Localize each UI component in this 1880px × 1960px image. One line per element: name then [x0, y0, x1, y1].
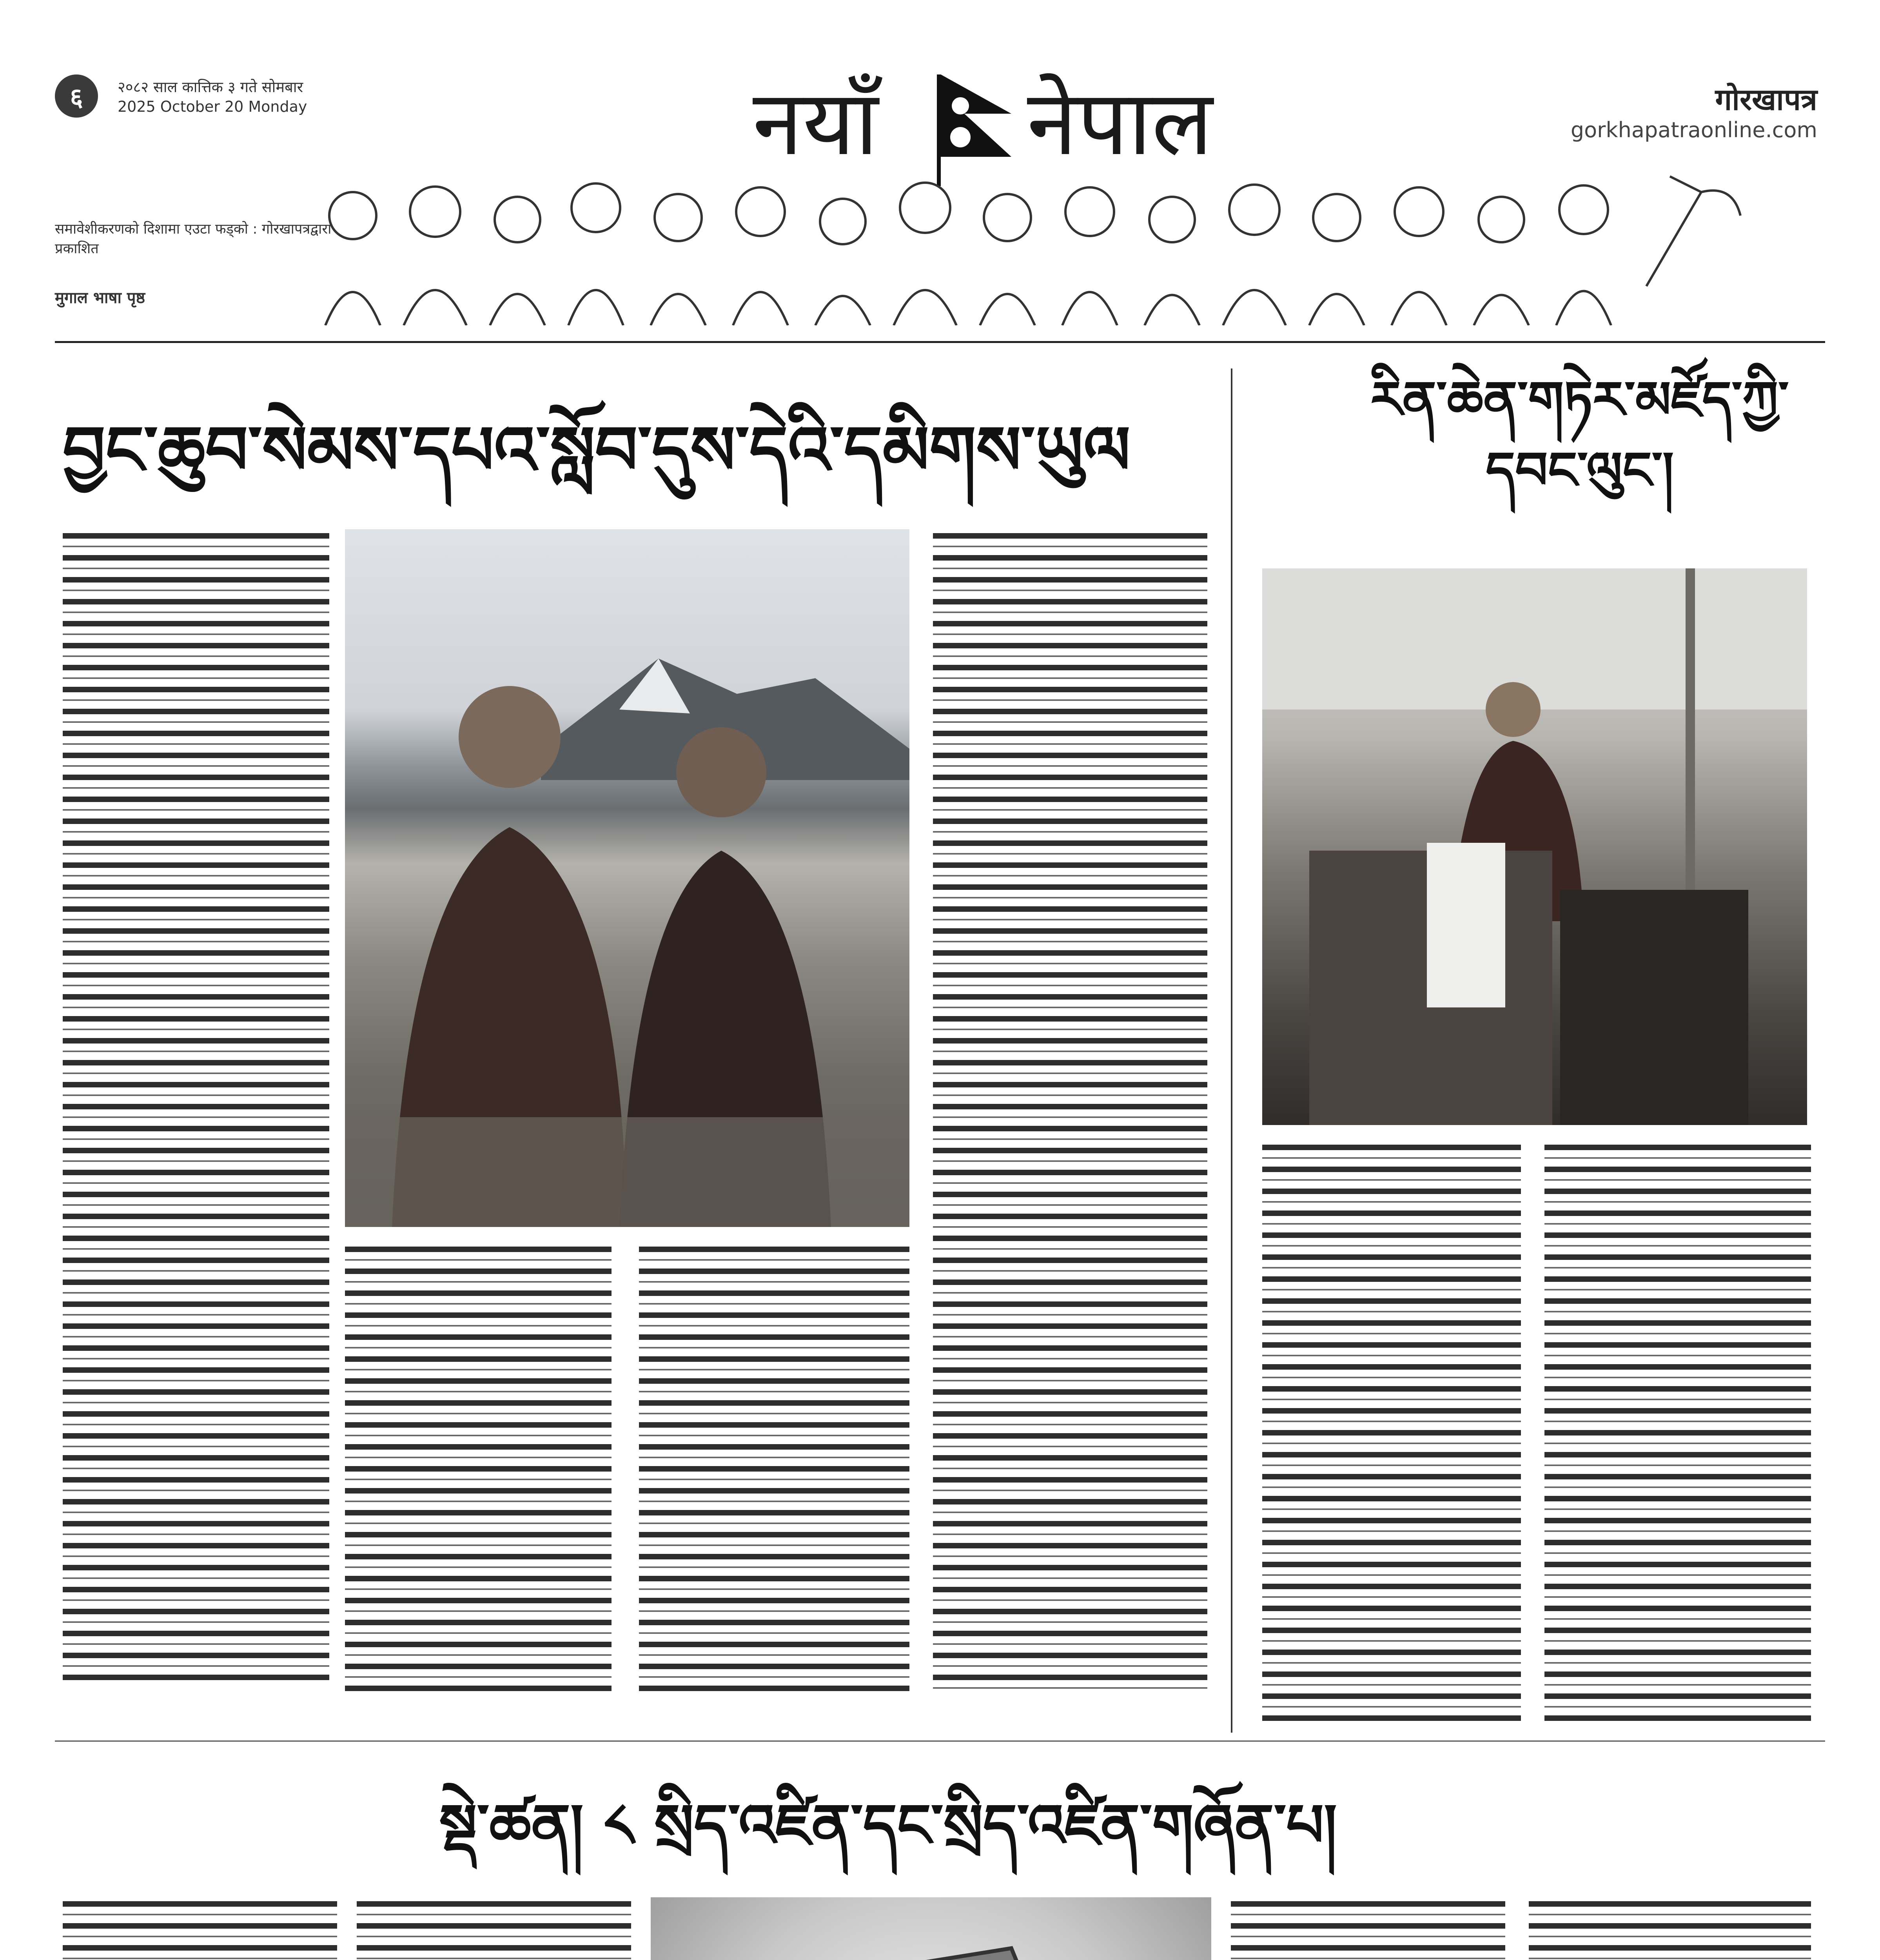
side-headline: རིན་ཆེན་གཏེར་མཛོད་ཀྱི་དབང་ལུང་།	[1370, 370, 1789, 500]
column-divider	[1231, 368, 1232, 1733]
article-column	[63, 533, 329, 1686]
article-column	[357, 1901, 631, 1960]
section-divider	[55, 1740, 1825, 1742]
photo-lama-teaching	[1262, 568, 1807, 1125]
page-number: ६	[70, 83, 83, 112]
tagline: समावेशीकरणको दिशामा एउटा फड्को : गोरखापत्रद्वारा प्रकाशित	[55, 221, 332, 257]
article-column	[1529, 1901, 1811, 1960]
page-number-badge	[55, 74, 98, 118]
crowd-illustration	[306, 169, 1756, 325]
date-nepali: २०८२ साल कात्तिक ३ गते सोमबार	[118, 78, 303, 96]
header-rule	[55, 341, 1825, 343]
main-headline: བྱང་ཆུབ་སེམས་དཔའ་སློབ་དུས་དེའི་དམིགས་ཡུལ	[63, 411, 1131, 490]
article-column	[1231, 1901, 1505, 1960]
article-column	[1262, 1145, 1521, 1725]
photo-constitution-book	[651, 1897, 1211, 1960]
photo-two-monks	[345, 529, 909, 1227]
article-column	[933, 533, 1207, 1693]
article-column	[639, 1247, 909, 1693]
article-column	[345, 1247, 612, 1693]
masthead-title-left: नयाँ	[753, 71, 878, 176]
article-column	[63, 1901, 337, 1960]
brand-url: gorkhapatraonline.com	[1570, 118, 1817, 142]
article-column	[1544, 1145, 1811, 1725]
bottom-headline: སྡེ་ཚན། ༨ སྲིད་འཛིན་དང་སྲིད་འཛིན་གཞོན་པ།	[439, 1791, 1337, 1860]
brand-name: गोरखापत्र	[1715, 82, 1817, 117]
masthead-title-right: नेपाल	[1027, 71, 1213, 176]
section-name: मुगाल भाषा पृष्ठ	[55, 289, 145, 307]
date-english: 2025 October 20 Monday	[118, 98, 307, 115]
